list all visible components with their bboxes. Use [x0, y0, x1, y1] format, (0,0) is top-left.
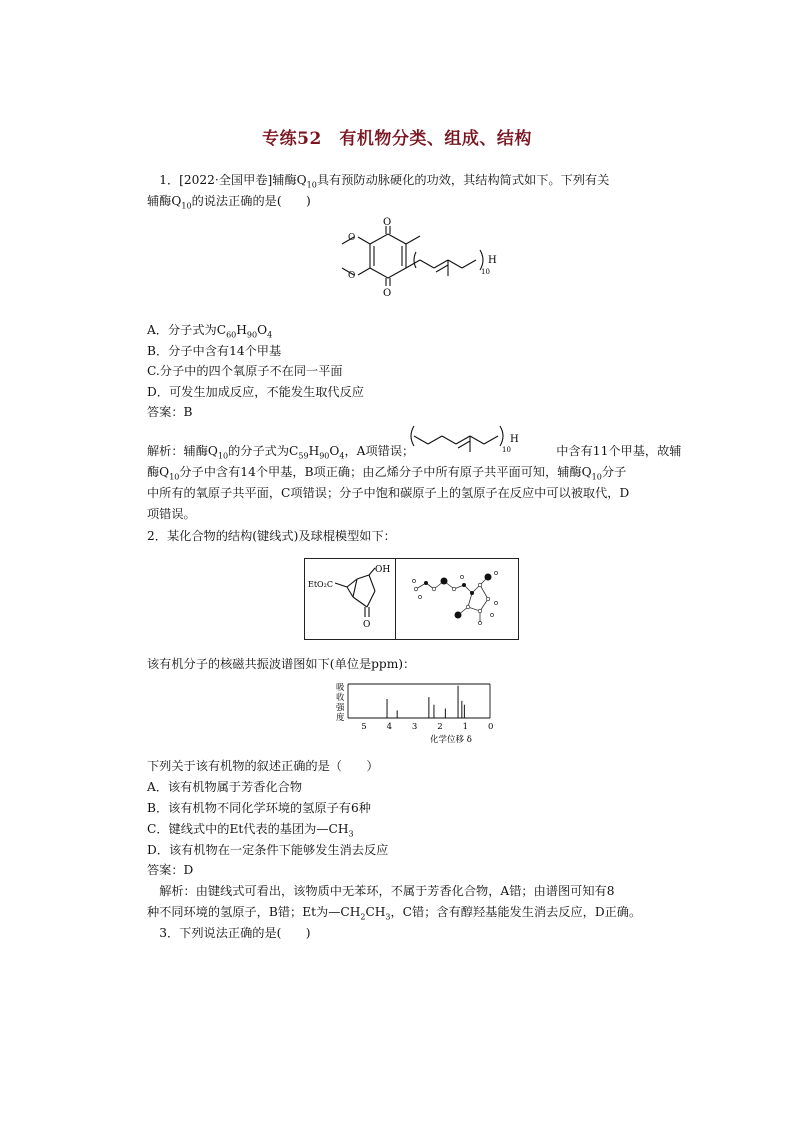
q1-analysis-line4: 项错误。	[147, 507, 196, 521]
svg-text:O: O	[348, 233, 356, 243]
q1-fragment-h: H	[510, 434, 519, 445]
svg-text:O: O	[348, 271, 356, 281]
q1-option-d: D．可发生加成反应，不能发生取代反应	[147, 385, 364, 399]
q1-stem-line1: 1．[2022·全国甲卷]辅酶$Q_{10}$具有预防动脉硬化的功效，其结构简式如下。下列有关	[159, 173, 610, 190]
q2-structure-box	[304, 558, 519, 640]
q2-analysis-line1: 解析：由键线式可看出，该物质中无苯环，不属于芳香化合物，A错；由谱图可知有8	[159, 884, 615, 898]
q1-option-b: B．分子中含有14个甲基	[147, 344, 282, 358]
q2-ball-stick-model	[396, 559, 518, 639]
nmr-tick-label: 0	[488, 722, 494, 732]
q1-analysis-line3: 中所有的氧原子共平面，C项错误；分子中饱和碳原子上的氢原子在反应中可以被取代，D	[147, 486, 630, 500]
q2-skeletal-formula	[305, 559, 395, 639]
nmr-ylabel-char: 吸	[336, 683, 345, 693]
nmr-tick-label: 4	[386, 722, 392, 732]
nmr-ylabel-char: 强	[336, 703, 345, 713]
q2-nmr-spectrum	[330, 680, 500, 750]
q1-stem-line2: 辅酶$Q_{10}$的说法正确的是( )	[147, 194, 311, 211]
q1-analysis-line1: 解析：辅酶$Q_{10}$的分子式为$C_{59}H_{90}O_4$，A项错误； 中含有11个甲基，故辅	[147, 444, 682, 461]
q2-oh-label: OH	[375, 565, 391, 575]
nmr-ylabel-char: 度	[336, 713, 345, 723]
q1-repeat-count: 10	[481, 268, 490, 276]
q1-option-a: A．分子式为$C_{60}H_{90}O_4$	[147, 323, 273, 340]
q2-question: 下列关于该有机物的叙述正确的是（ ）	[147, 759, 379, 773]
nmr-xlabel: 化学位移 δ	[430, 735, 472, 745]
nmr-tick-label: 3	[411, 722, 418, 732]
q2-option-c: C．键线式中的Et代表的基团为$—CH_3$	[147, 822, 354, 839]
q1-answer: 答案：B	[147, 405, 193, 419]
q2-option-a: A．该有机物属于芳香化合物	[147, 780, 303, 794]
q2-option-d: D．该有机物在一定条件下能够发生消去反应	[147, 843, 389, 857]
q1-structure-diagram	[330, 216, 500, 312]
nmr-ylabel-char: 收	[336, 693, 345, 703]
q2-answer: 答案：D	[147, 863, 194, 877]
q2-analysis-line2: 种不同环境的氢原子，B错；Et为$—CH_2CH_3$，C错；含有醇羟基能发生消去反应，D正确。	[147, 905, 642, 922]
nmr-tick-label: 5	[361, 722, 367, 732]
nmr-tick-label: 2	[437, 722, 443, 732]
page-title: 专练52 有机物分类、组成、结构	[262, 129, 532, 149]
q1-analysis-line2: 酶$Q_{10}$分子中含有14个甲基，B项正确；由乙烯分子中所有原子共平面可知，辅酶$Q_{10}$分子	[147, 465, 627, 482]
q2-eto2c-label: EtO₂C	[308, 580, 333, 589]
q1-o-bottom-label: O	[383, 288, 392, 299]
q1-option-c: C.分子中的四个氧原子不在同一平面	[147, 364, 343, 378]
q2-nmr-intro: 该有机分子的核磁共振波谱图如下(单位是ppm)：	[147, 657, 416, 671]
q2-option-b: B．该有机物不同化学环境的氢原子有6种	[147, 801, 371, 815]
q2-o-label: O	[363, 620, 371, 630]
q3-stem: 3．下列说法正确的是( )	[159, 926, 311, 940]
nmr-tick-label: 1	[462, 722, 469, 732]
q2-stem: 2．某化合物的结构(键线式)及球棍模型如下：	[147, 529, 396, 543]
q1-o-top-label: O	[383, 217, 392, 228]
q1-side-chain-fragment	[404, 422, 522, 458]
q1-fragment-repeat: 10	[502, 446, 511, 454]
q1-h-label: H	[488, 255, 497, 266]
